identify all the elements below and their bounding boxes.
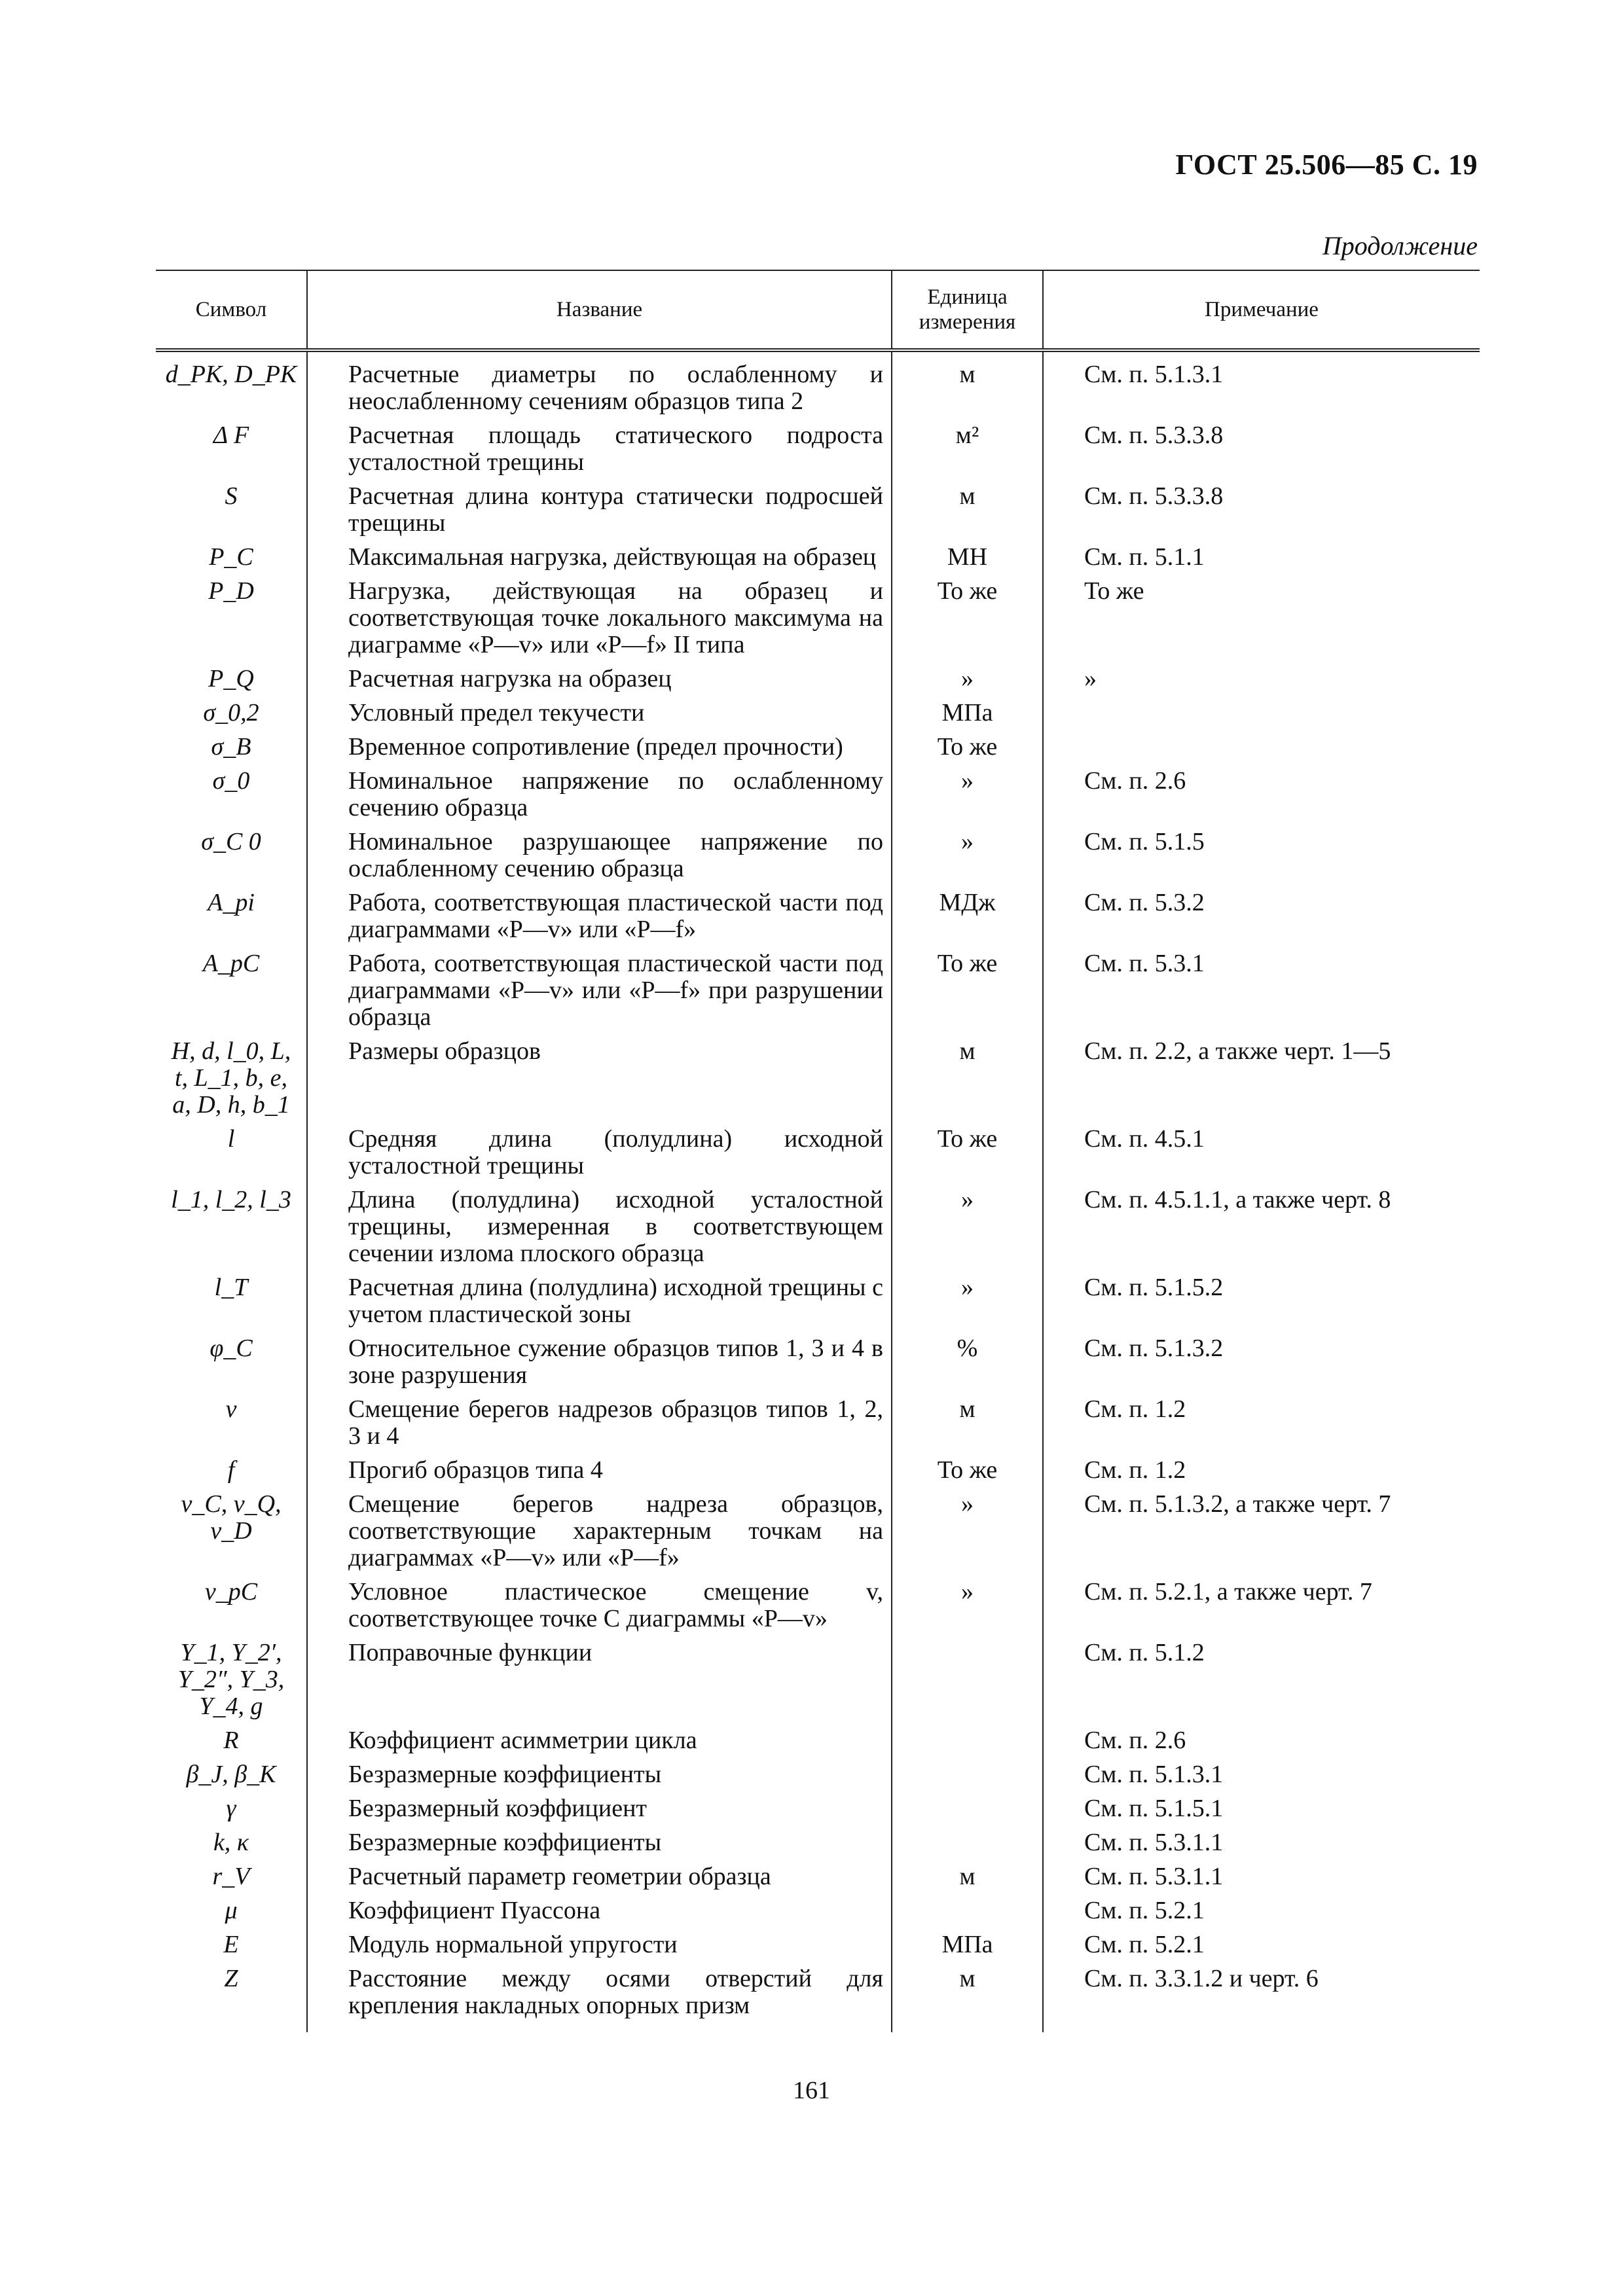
note-cell [1043,1270,1480,1331]
name-cell [307,1723,892,1757]
table-row [156,662,1480,696]
table-row [156,1859,1480,1893]
name-cell-text: Работа, соответствующая пластической части под диаграммами «P—v» или «P—f» [348,889,883,943]
table-row [156,350,1480,418]
note-cell-text: См. п. 5.2.1 [1084,1931,1205,1958]
symbol-cell [156,1893,307,1928]
name-cell-text: Максимальная нагрузка, действующая на образец [348,543,877,571]
note-cell [1043,350,1480,418]
symbol-cell [156,1791,307,1825]
table-row [156,1636,1480,1723]
name-cell [307,350,892,418]
name-cell-text: Модуль нормальной упругости [348,1931,678,1958]
name-cell-text: Номинальное разрушающее напряжение по ослабленному сечению образца [348,828,883,882]
symbol-cell [156,1575,307,1636]
symbol-cell-text: A_pC [202,950,260,977]
symbol-cell-text: l [227,1125,235,1153]
note-cell [1043,1034,1480,1122]
document-header-title: ГОСТ 25.506—85 С. 19 [1175,149,1478,181]
table-row [156,540,1480,574]
unit-cell-text: м [959,1395,976,1423]
name-cell-text: Поправочные функции [348,1639,593,1666]
symbol-cell [156,764,307,825]
name-cell-text: Расчетные диаметры по ослабленному и неослабленному сечениям образцов типа 2 [348,361,883,415]
note-cell-text: См. п. 2.6 [1084,767,1186,795]
note-cell [1043,1183,1480,1270]
unit-cell-text: » [961,1490,974,1518]
unit-cell-text: МН [947,543,988,571]
symbol-cell [156,730,307,764]
note-cell [1043,730,1480,764]
unit-cell-text: То же [937,1125,998,1153]
name-cell [307,1859,892,1893]
unit-cell [892,1034,1043,1122]
name-cell [307,1757,892,1791]
note-cell [1043,1962,1480,2032]
name-cell-text: Средняя длина (полудлина) исходной усталостной трещины [348,1125,883,1179]
unit-cell [892,1928,1043,1962]
column-header-unit: Единица измерения [892,270,1043,350]
name-cell-text: Размеры образцов [348,1037,541,1065]
note-cell [1043,1575,1480,1636]
symbol-cell-text: v [225,1395,237,1423]
unit-cell [892,1791,1043,1825]
unit-cell-text: % [957,1335,978,1362]
symbol-cell [156,1331,307,1392]
note-cell-text: См. п. 5.3.3.8 [1084,422,1224,449]
name-cell-text: Смещение берегов надрезов образцов типов 1, 2, 3 и 4 [348,1395,883,1450]
symbol-cell [156,1122,307,1183]
unit-cell [892,574,1043,662]
unit-cell [892,1270,1043,1331]
table-header-row [156,270,1480,350]
unit-cell [892,696,1043,730]
note-cell [1043,418,1480,479]
unit-cell [892,1825,1043,1859]
name-cell [307,574,892,662]
note-cell-text: См. п. 5.1.3.1 [1084,361,1224,388]
table-row [156,1757,1480,1791]
name-cell-text: Временное сопротивление (предел прочности) [348,733,843,761]
unit-cell [892,946,1043,1034]
symbol-cell [156,1928,307,1962]
symbols-table [156,270,1480,2032]
note-cell [1043,886,1480,946]
symbol-cell [156,479,307,540]
name-cell [307,1453,892,1487]
note-cell-text: См. п. 5.1.5 [1084,828,1205,855]
symbol-cell-text: d_PK, D_PK [165,361,297,388]
symbol-cell-text: v_C, v_Q, v_D [181,1490,282,1545]
continuation-label: Продолжение [1322,231,1478,260]
note-cell-text: См. п. 5.3.1.1 [1084,1863,1224,1890]
symbol-cell-text: σ_C 0 [201,828,261,855]
symbol-cell-text: φ_C [210,1335,253,1362]
unit-cell [892,479,1043,540]
note-cell [1043,662,1480,696]
table-row [156,479,1480,540]
note-cell-text: См. п. 2.2, а также черт. 1—5 [1084,1037,1391,1065]
name-cell [307,1575,892,1636]
name-cell [307,730,892,764]
unit-cell [892,1757,1043,1791]
name-cell-text: Прогиб образцов типа 4 [348,1456,603,1484]
name-cell-text: Длина (полудлина) исходной усталостной трещины, измеренная в соответствующем сечении излома плоского образца [348,1186,883,1267]
symbol-cell [156,1392,307,1453]
note-cell-text: См. п. 4.5.1 [1084,1125,1205,1153]
unit-cell [892,1453,1043,1487]
note-cell [1043,1893,1480,1928]
table-row [156,1331,1480,1392]
name-cell [307,479,892,540]
symbol-cell [156,418,307,479]
unit-cell [892,540,1043,574]
unit-cell-text: » [961,767,974,795]
note-cell-text: » [1084,665,1097,692]
unit-cell [892,1893,1043,1928]
table-row [156,764,1480,825]
table-row [156,1893,1480,1928]
note-cell-text: См. п. 5.3.1 [1084,950,1205,977]
unit-cell [892,1723,1043,1757]
name-cell [307,662,892,696]
note-cell-text: См. п. 5.1.5.2 [1084,1274,1224,1301]
note-cell-text: См. п. 5.1.3.2, а также черт. 7 [1084,1490,1391,1518]
table-row [156,825,1480,886]
note-cell [1043,574,1480,662]
name-cell [307,1636,892,1723]
symbol-cell-text: l_T [214,1274,248,1301]
name-cell [307,764,892,825]
table-row [156,1723,1480,1757]
symbol-cell [156,1453,307,1487]
note-cell [1043,1791,1480,1825]
symbol-cell-text: k, κ [213,1829,249,1856]
name-cell-text: Относительное сужение образцов типов 1, 3 и 4 в зоне разрушения [348,1335,883,1389]
symbol-cell [156,946,307,1034]
table-row [156,1183,1480,1270]
symbol-cell [156,1636,307,1723]
name-cell [307,418,892,479]
name-cell [307,1487,892,1575]
page-number: 161 [793,2077,830,2104]
unit-cell-text: То же [937,577,998,605]
name-cell [307,1034,892,1122]
name-cell [307,1122,892,1183]
name-cell-text: Расчетная длина (полудлина) исходной трещины с учетом пластической зоны [348,1274,883,1328]
symbol-cell [156,825,307,886]
symbol-cell-text: A_pi [208,889,255,916]
note-cell-text: См. п. 2.6 [1084,1727,1186,1754]
unit-cell-text: То же [937,1456,998,1484]
symbol-cell [156,1487,307,1575]
name-cell-text: Безразмерный коэффициент [348,1795,647,1822]
note-cell-text: См. п. 5.1.5.1 [1084,1795,1224,1822]
table-row [156,574,1480,662]
symbol-cell [156,1723,307,1757]
symbol-cell-text: Y_1, Y_2′, Y_2″, Y_3, Y_4, g [177,1639,285,1720]
note-cell [1043,1928,1480,1962]
symbol-cell [156,1757,307,1791]
column-header-note: Примечание [1043,270,1480,350]
name-cell [307,1825,892,1859]
name-cell [307,1962,892,2032]
table-row [156,1270,1480,1331]
symbols-table-container [156,270,1480,2032]
unit-cell-text: м [959,361,976,388]
unit-cell-text: м [959,1863,976,1890]
note-cell-text: См. п. 5.3.2 [1084,889,1205,916]
symbol-cell [156,350,307,418]
symbol-cell [156,1270,307,1331]
column-header-name: Название [307,270,892,350]
table-row [156,946,1480,1034]
note-cell [1043,825,1480,886]
note-cell [1043,1487,1480,1575]
note-cell [1043,1331,1480,1392]
table-row [156,1575,1480,1636]
table-row [156,1122,1480,1183]
unit-cell [892,350,1043,418]
name-cell-text: Условное пластическое смещение v, соответствующее точке C диаграммы «P—v» [348,1578,883,1632]
table-row [156,1928,1480,1962]
name-cell-text: Смещение берегов надреза образцов, соответствующие характерным точкам на диаграммах «P—v» или «P—f» [348,1490,883,1571]
note-cell [1043,1757,1480,1791]
name-cell [307,1893,892,1928]
note-cell-text: См. п. 5.3.1.1 [1084,1829,1224,1856]
note-cell [1043,1636,1480,1723]
table-row [156,1825,1480,1859]
note-cell [1043,764,1480,825]
symbol-cell [156,540,307,574]
symbol-cell-text: σ_0,2 [203,699,259,726]
symbol-cell [156,662,307,696]
table-row [156,730,1480,764]
table-body [156,350,1480,2032]
note-cell [1043,696,1480,730]
name-cell [307,946,892,1034]
name-cell-text: Работа, соответствующая пластической части под диаграммами «P—v» или «P—f» при разрушении образца [348,950,883,1031]
symbol-cell [156,574,307,662]
table-row [156,1962,1480,2032]
note-cell [1043,1453,1480,1487]
unit-cell [892,1122,1043,1183]
symbol-cell [156,1183,307,1270]
name-cell [307,1928,892,1962]
unit-cell-text: м² [955,422,979,449]
note-cell-text: См. п. 5.2.1 [1084,1897,1205,1924]
symbol-cell [156,696,307,730]
table-row [156,418,1480,479]
symbol-cell-text: Z [224,1965,238,1992]
name-cell [307,1270,892,1331]
unit-cell [892,730,1043,764]
note-cell-text: См. п. 1.2 [1084,1456,1186,1484]
name-cell-text: Коэффициент Пуассона [348,1897,601,1924]
note-cell [1043,1392,1480,1453]
symbol-cell-text: H, d, l_0, L, t, L_1, b, e, a, D, h, b_1 [171,1037,291,1119]
note-cell [1043,1723,1480,1757]
symbol-cell [156,886,307,946]
symbol-cell-text: E [223,1931,239,1958]
note-cell-text: См. п. 5.1.3.2 [1084,1335,1224,1362]
name-cell-text: Условный предел текучести [348,699,645,726]
unit-cell [892,1331,1043,1392]
name-cell [307,540,892,574]
unit-cell [892,1859,1043,1893]
unit-cell-text: То же [937,733,998,761]
note-cell-text: См. п. 4.5.1.1, а также черт. 8 [1084,1186,1391,1213]
symbol-cell [156,1962,307,2032]
symbol-cell-text: P_Q [208,665,254,692]
name-cell-text: Расчетная нагрузка на образец [348,665,672,692]
table-row [156,886,1480,946]
symbol-cell [156,1859,307,1893]
symbol-cell-text: σ_B [211,733,251,761]
name-cell-text: Нагрузка, действующая на образец и соответствующая точке локального максимума на диаграмме «P—v» или «P—f» II типа [348,577,883,658]
table-row [156,1392,1480,1453]
note-cell [1043,946,1480,1034]
note-cell [1043,540,1480,574]
symbol-cell-text: β_J, β_K [186,1761,276,1788]
symbol-cell-text: v_pC [204,1578,258,1605]
unit-cell [892,764,1043,825]
name-cell-text: Номинальное напряжение по ослабленному сечению образца [348,767,883,821]
note-cell-text: См. п. 5.1.3.1 [1084,1761,1224,1788]
table-row [156,696,1480,730]
unit-cell [892,825,1043,886]
symbol-cell-text: S [225,482,238,510]
name-cell-text: Расчетная длина контура статически подросшей трещины [348,482,883,537]
name-cell-text: Расстояние между осями отверстий для крепления накладных опорных призм [348,1965,883,2019]
table-row [156,1453,1480,1487]
unit-cell [892,1575,1043,1636]
symbol-cell-text: P_C [209,543,253,571]
unit-cell-text: » [961,1578,974,1605]
unit-cell-text: » [961,665,974,692]
unit-cell [892,886,1043,946]
name-cell [307,1331,892,1392]
symbol-cell-text: f [227,1456,235,1484]
symbol-cell-text: Δ F [213,422,249,449]
unit-cell-text: МПа [941,699,993,726]
note-cell-text: См. п. 3.3.1.2 и черт. 6 [1084,1965,1319,1992]
symbol-cell-text: R [223,1727,239,1754]
symbol-cell-text: r_V [212,1863,250,1890]
note-cell-text: См. п. 5.3.3.8 [1084,482,1224,510]
unit-cell-text: м [959,1965,976,1992]
name-cell [307,1392,892,1453]
note-cell [1043,1825,1480,1859]
note-cell [1043,1859,1480,1893]
unit-cell-text: м [959,482,976,510]
name-cell-text: Коэффициент асимметрии цикла [348,1727,697,1754]
name-cell [307,696,892,730]
symbol-cell [156,1825,307,1859]
name-cell [307,1183,892,1270]
unit-cell [892,1487,1043,1575]
note-cell-text: См. п. 5.1.2 [1084,1639,1205,1666]
symbol-cell-text: σ_0 [212,767,250,795]
unit-cell-text: То же [937,950,998,977]
unit-cell [892,1636,1043,1723]
table-row [156,1791,1480,1825]
symbol-cell-text: l_1, l_2, l_3 [171,1186,291,1213]
name-cell-text: Расчетная площадь статического подроста усталостной трещины [348,422,883,476]
name-cell-text: Безразмерные коэффициенты [348,1829,662,1856]
unit-cell [892,662,1043,696]
unit-cell [892,1183,1043,1270]
name-cell-text: Расчетный параметр геометрии образца [348,1863,771,1890]
unit-cell [892,1962,1043,2032]
symbol-cell [156,1034,307,1122]
unit-cell [892,418,1043,479]
note-cell-text: См. п. 1.2 [1084,1395,1186,1423]
note-cell [1043,479,1480,540]
column-header-symbol: Символ [156,270,307,350]
unit-cell [892,1392,1043,1453]
unit-cell-text: » [961,1186,974,1213]
table-row [156,1034,1480,1122]
unit-cell-text: МДж [939,889,996,916]
unit-cell-text: МПа [941,1931,993,1958]
table-row [156,1487,1480,1575]
name-cell-text: Безразмерные коэффициенты [348,1761,662,1788]
unit-cell-text: м [959,1037,976,1065]
name-cell [307,1791,892,1825]
symbol-cell-text: P_D [208,577,254,605]
note-cell-text: То же [1084,577,1144,605]
symbol-cell-text: γ [226,1795,236,1822]
note-cell [1043,1122,1480,1183]
unit-cell-text: » [961,828,974,855]
note-cell-text: См. п. 5.1.1 [1084,543,1205,571]
note-cell-text: См. п. 5.2.1, а также черт. 7 [1084,1578,1372,1605]
unit-cell-text: » [961,1274,974,1301]
symbol-cell-text: μ [225,1897,238,1924]
name-cell [307,886,892,946]
name-cell [307,825,892,886]
